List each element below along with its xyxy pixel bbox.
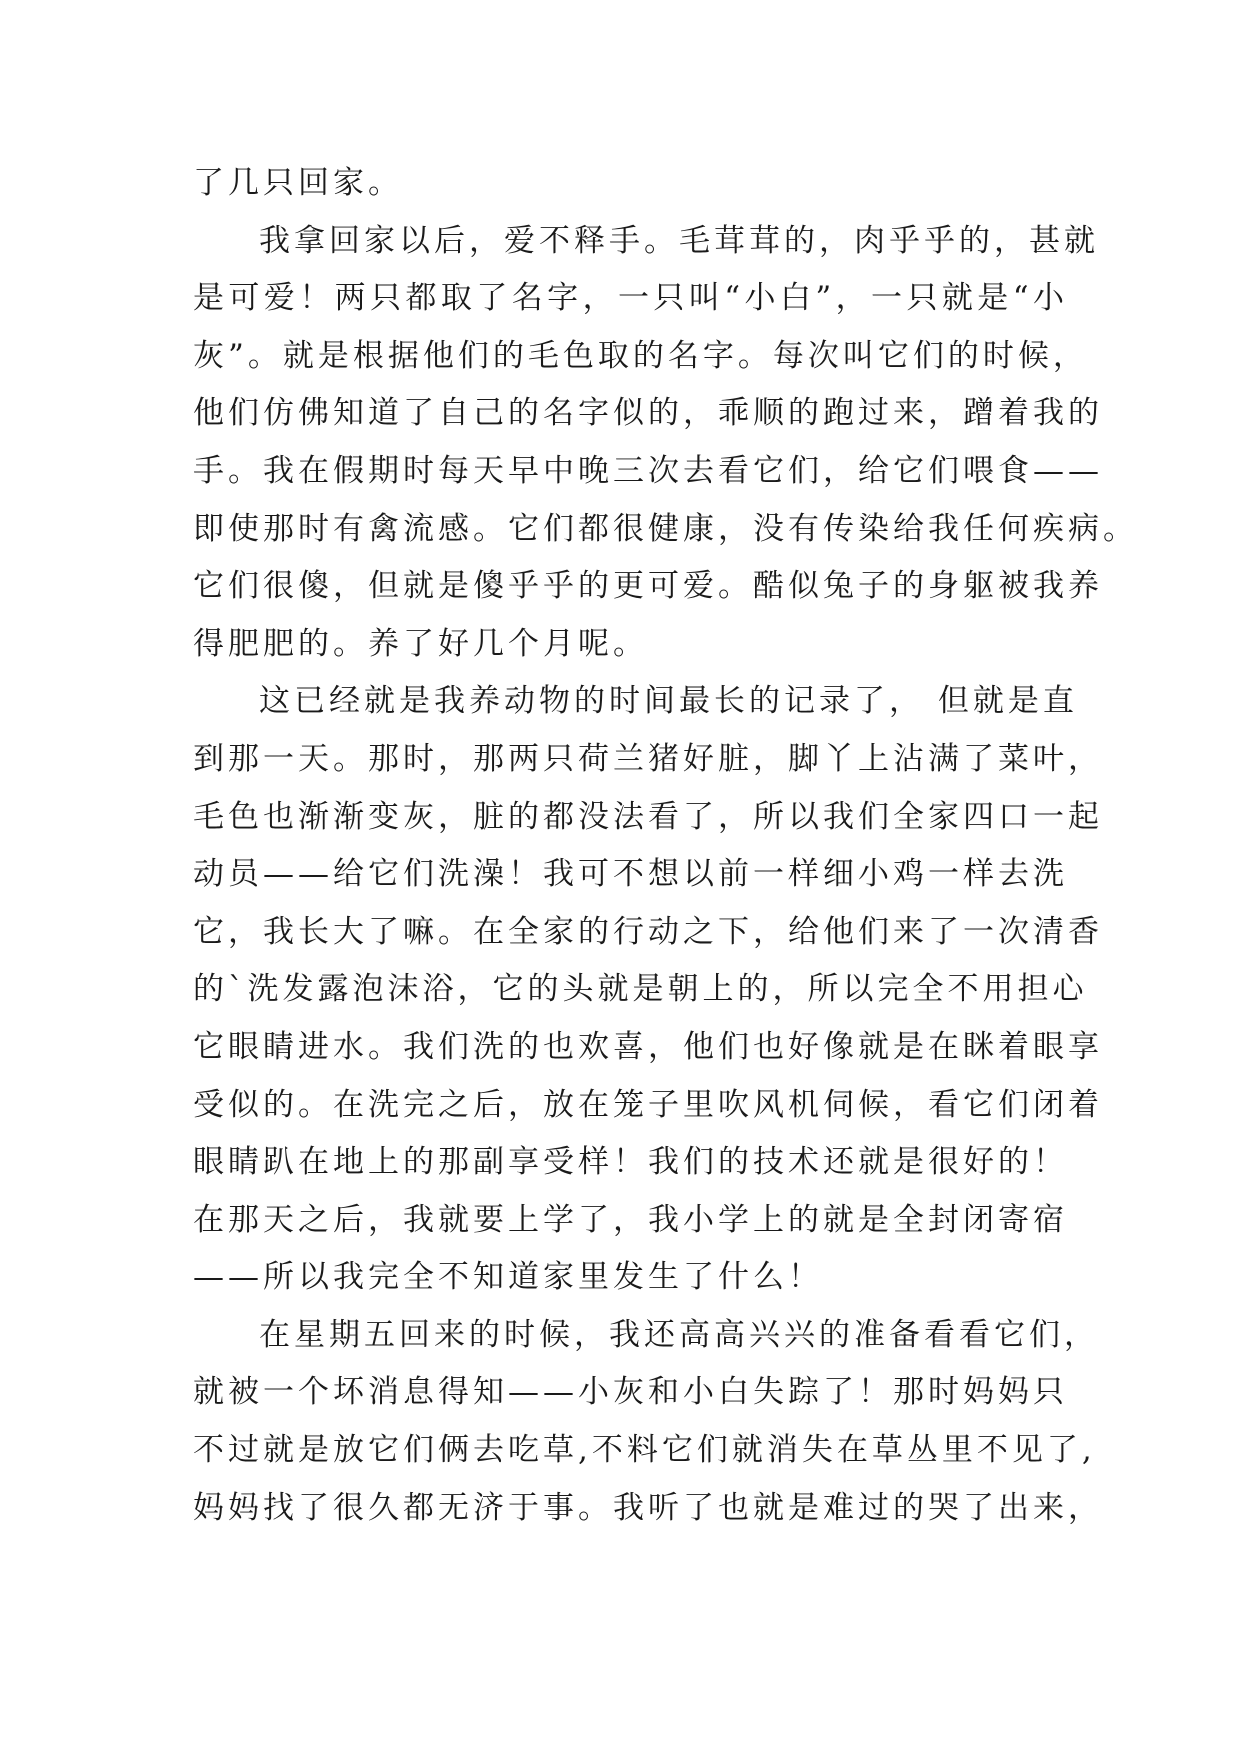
text-line: 不过就是放它们俩去吃草,不料它们就消失在草丛里不见了, <box>193 1432 1096 1469</box>
text-line: 在星期五回来的时候，我还高高兴兴的准备看看它们， <box>259 1316 1099 1353</box>
text-line: 妈妈找了很久都无济于事。我听了也就是难过的哭了出来， <box>193 1489 1103 1526</box>
text-line: ——所以我完全不知道家里发生了什么！ <box>193 1259 823 1296</box>
text-line: 手。我在假期时每天早中晚三次去看它们，给它们喂食—— <box>193 452 1103 489</box>
text-line: 它眼睛进水。我们洗的也欢喜，他们也好像就是在眯着眼享 <box>193 1028 1103 1065</box>
text-line: 他们仿佛知道了自己的名字似的，乖顺的跑过来，蹭着我的 <box>193 395 1103 432</box>
text-line: 这已经就是我养动物的时间最长的记录了， 但就是直 <box>259 683 1078 720</box>
text-line: 即使那时有禽流感。它们都很健康，没有传染给我任何疾病。 <box>193 510 1138 547</box>
text-line: 在那天之后，我就要上学了，我小学上的就是全封闭寄宿 <box>193 1201 1068 1238</box>
essay-body <box>193 155 1138 1537</box>
text-line: 灰”。就是根据他们的毛色取的名字。每次叫它们的时候， <box>193 337 1088 374</box>
text-line: 毛色也渐渐变灰，脏的都没法看了，所以我们全家四口一起 <box>193 798 1103 835</box>
text-line: 我拿回家以后，爱不释手。毛茸茸的，肉乎乎的，甚就 <box>259 222 1099 259</box>
text-line: 它，我长大了嘛。在全家的行动之下，给他们来了一次清香 <box>193 913 1103 950</box>
text-line: 动员——给它们洗澡！我可不想以前一样细小鸡一样去洗 <box>193 856 1068 893</box>
text-line: 到那一天。那时，那两只荷兰猪好脏，脚丫上沾满了菜叶， <box>193 740 1103 777</box>
text-line: 就被一个坏消息得知——小灰和小白失踪了！那时妈妈只 <box>193 1374 1068 1411</box>
text-line: 它们很傻，但就是傻乎乎的更可爱。酷似兔子的身躯被我养 <box>193 568 1103 605</box>
text-line: 眼睛趴在地上的那副享受样！我们的技术还就是很好的！ <box>193 1144 1068 1181</box>
text-line: 受似的。在洗完之后，放在笼子里吹风机伺候，看它们闭着 <box>193 1086 1103 1123</box>
text-line: 的`洗发露泡沫浴，它的头就是朝上的，所以完全不用担心 <box>193 971 1088 1008</box>
text-line: 了几只回家。 <box>193 165 403 201</box>
text-line: 得肥肥的。养了好几个月呢。 <box>193 625 648 662</box>
text-line: 是可爱！两只都取了名字，一只叫“小白”，一只就是“小 <box>193 280 1068 317</box>
